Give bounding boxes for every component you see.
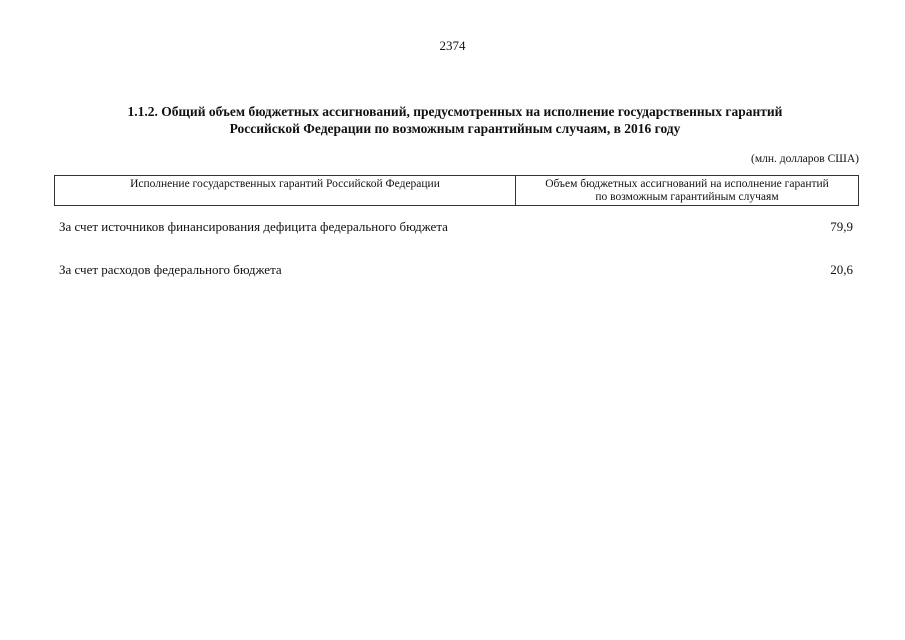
title-line-2: Российской Федерации по возможным гарантийным случаям, в 2016 году <box>229 121 681 136</box>
row-label: За счет расходов федерального бюджета <box>59 262 282 277</box>
document-title <box>60 103 850 137</box>
header-col-volume <box>516 176 858 205</box>
header-col-guarantees: Исполнение государственных гарантий Российской Федерации <box>55 176 516 205</box>
header-col-volume-line-1: Объем бюджетных ассигнований на исполнение гарантий <box>545 178 829 190</box>
units-note: (млн. долларов США) <box>751 153 859 165</box>
row-label: За счет источников финансирования дефицита федерального бюджета <box>59 219 448 234</box>
row-value: 79,9 <box>830 219 853 234</box>
table-header <box>54 175 859 206</box>
page-number: 2374 <box>439 38 466 53</box>
title-line-1: 1.1.2. Общий объем бюджетных ассигнований, предусмотренных на исполнение государственных гарантий <box>127 104 783 119</box>
row-value: 20,6 <box>830 262 853 277</box>
header-col-volume-line-2: по возможным гарантийным случаям <box>595 191 779 203</box>
